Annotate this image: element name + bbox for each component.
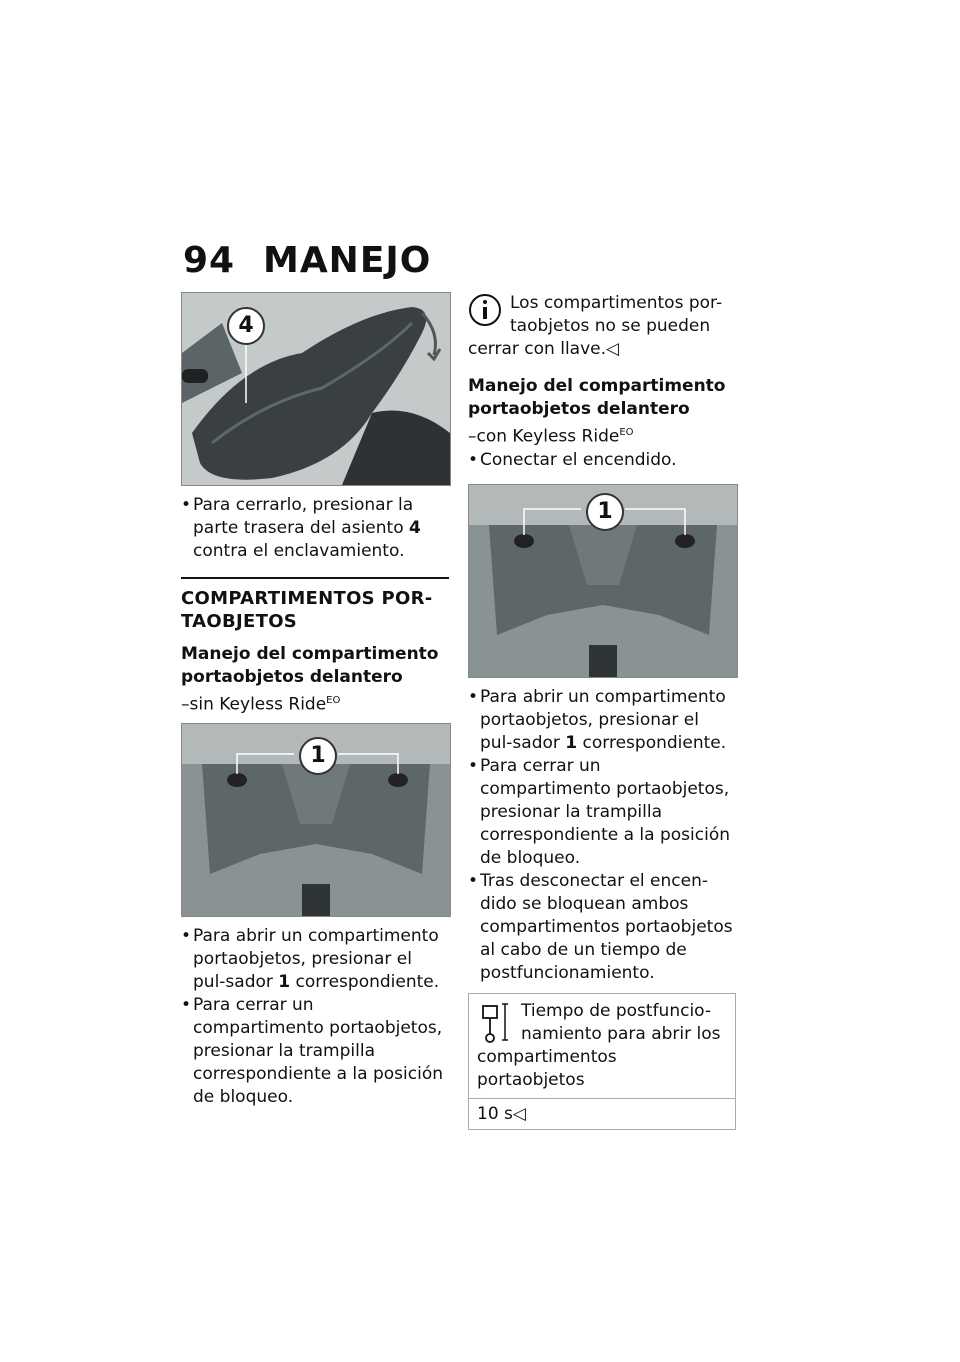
list-item: • Para abrir un compartimento portaobjetos, presionar el pul-sador 1 correspondiente. — [181, 925, 449, 994]
list-item: • Para cerrar un compartimento portaobjetos, presionar la trampilla correspondiente a la posición de bloqueo. — [468, 755, 736, 870]
list-item: • Conectar el encendido. — [468, 449, 736, 472]
callout-4: 4 — [227, 307, 265, 345]
list-item: • Tras desconectar el encen-dido se bloquean ambos compartimentos portaobjetos al cabo de un tiempo de postfuncionamiento. — [468, 870, 736, 985]
callout-1: 1 — [299, 737, 337, 775]
list-item: • Para cerrar un compartimento portaobjetos, presionar la trampilla correspondiente a la posición de bloqueo. — [181, 994, 449, 1109]
list-item: • Para cerrarlo, presionar la parte trasera del asiento 4 contra el enclavamiento. — [181, 494, 449, 563]
ignition-step — [468, 449, 736, 472]
condition-no-keyless: –sin Keyless Ride$^{EO}$ — [181, 694, 341, 715]
page-header — [183, 240, 432, 281]
spec-table — [468, 993, 736, 1130]
heading-front-compartment-keyless: Manejo del compartimento portaobjetos delantero — [468, 376, 726, 419]
left-column — [181, 292, 449, 1109]
callout-1: 1 — [586, 493, 624, 531]
spec-value: 10 s◁ — [469, 1098, 735, 1129]
info-icon — [468, 292, 502, 336]
page-number: 94 — [183, 240, 236, 281]
right-column — [468, 292, 736, 1130]
list-item: • Para abrir un compartimento portaobjetos, presionar el pul-sador 1 correspondiente. — [468, 686, 736, 755]
technical-data-icon — [477, 1000, 513, 1044]
compartment-photo-2 — [468, 484, 738, 678]
note: Los compartimentos por-taobjetos no se pueden cerrar con llave.◁ — [468, 293, 723, 359]
compartment-steps-right — [468, 686, 736, 985]
spec-label: Tiempo de postfuncio-namiento para abrir los compartimentos portaobjetos — [477, 1000, 721, 1090]
heading-front-compartment: Manejo del compartimento portaobjetos delantero — [181, 644, 439, 687]
compartment-photo-1 — [181, 723, 451, 917]
seat-steps — [181, 494, 449, 563]
seat-photo — [181, 292, 451, 486]
heading-storage-compartments: COMPARTIMENTOS POR-TAOBJETOS — [181, 577, 449, 633]
section-title: MANEJO — [263, 240, 432, 281]
condition-keyless: –con Keyless Ride$^{EO}$ — [468, 426, 634, 447]
compartment-steps-left — [181, 925, 449, 1109]
seat-illustration — [182, 293, 450, 485]
